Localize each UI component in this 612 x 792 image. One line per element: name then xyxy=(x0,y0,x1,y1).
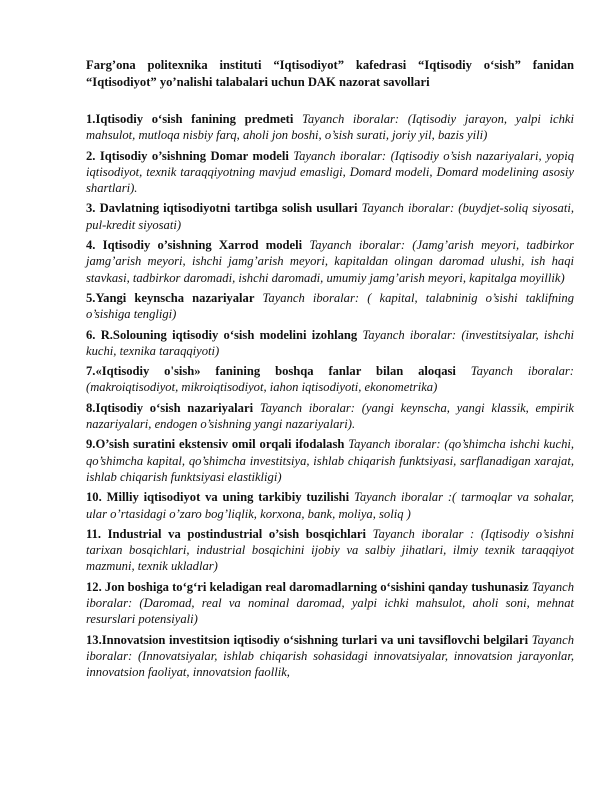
question-heading: 2. Iqtisodiy o’sishning Domar modeli xyxy=(86,148,289,163)
question-heading: 8.Iqtisodiy o‘sish nazariyalari xyxy=(86,400,254,415)
key-phrases-label: Tayanch iboralar: xyxy=(259,400,355,415)
key-terms: (investitsiyalar, ishchi kuchi, texnika taraqqiyoti) xyxy=(86,327,574,358)
key-terms: (Jamg’arish meyori, tadbirkor jamg’arish meyori, ishchi jamg’arish meyori, kapitaldan olingan daromad ulushi, ish haqi stavkasi, tadbirkor daromadi, ishchi daromadi, umumiy jamg’arish meyori, kapitalga moyillik) xyxy=(86,238,575,285)
question-item xyxy=(86,363,574,396)
question-heading: 3. Davlatning iqtisodiyotni tartibga solish usullari xyxy=(86,201,358,216)
key-phrases-label: Tayanch iboralar: xyxy=(86,632,574,663)
key-terms: (Innovatsiyalar, ishlab chiqarish sohasidagi innovatsiyalar, innovatsion jarayonlar, innovatsion faoliyat, innovatsion faollik, xyxy=(86,648,574,680)
key-terms: (buydjet-soliq siyosati, pul-kredit siyosati) xyxy=(86,201,574,232)
key-phrases-label: Tayanch iboralar: xyxy=(470,364,574,379)
key-terms: ( kapital, talabninig o’sishi taklifning o’sishiga tengligi) xyxy=(86,290,574,322)
question-item xyxy=(86,327,574,360)
key-phrases-label: Tayanch iboralar xyxy=(372,526,464,541)
question-heading: 5.Yangi keynscha nazariyalar xyxy=(86,290,255,305)
key-phrases-label: Tayanch iboralar: xyxy=(362,327,457,342)
key-terms: (Iqtisodiy o’sish nazariyalari, yopiq iqtisodiyot, texnik taraqqiyotning mavjud emasligi, Domard modeli, Domard modelining asosiy shartlari). xyxy=(86,148,575,196)
question-heading: 11. Industrial va postindustrial o’sish bosqichlari xyxy=(86,526,366,541)
question-heading: 9.O’sish suratini ekstensiv omil orqali ifodalash xyxy=(86,437,345,452)
question-item xyxy=(86,526,574,575)
question-item xyxy=(86,436,574,485)
document-title: Farg’ona politexnika instituti “Iqtisodiyot” kafedrasi “Iqtisodiy o‘sish” fanidan “Iqtisodiyot” yo’nalishi talabalari uchun DAK nazorat savollari xyxy=(86,58,574,89)
question-item xyxy=(86,400,574,433)
question-item xyxy=(86,489,574,522)
question-heading: 7.«Iqtisodiy o'sish» fanining boshqa fanlar bilan aloqasi xyxy=(86,364,456,379)
question-heading: 10. Milliy iqtisodiyot va uning tarkibiy tuzilishi xyxy=(86,490,350,505)
question-item xyxy=(86,632,574,681)
key-phrases-label: Tayanch iboralar: xyxy=(262,290,360,305)
key-phrases-label: Tayanch iboralar: xyxy=(348,437,441,452)
key-phrases-label: Tayanch iboralar: xyxy=(86,579,575,611)
key-terms: (yangi keynscha, yangi klassik, empirik nazariyalari, endogen o’sishning yangi nazariyalari). xyxy=(86,400,575,432)
key-phrases-label: Tayanch iboralar: xyxy=(302,112,400,126)
question-item xyxy=(86,237,574,286)
key-phrases-label: Tayanch iboralar xyxy=(353,490,444,505)
key-terms: (qo’shimcha ishchi kuchi, qo’shimcha kapital, qo’shimcha investitsiya, ishlab chiqarish funktsiyasi, sarflanadigan xarajat, ishlab chiqarish funktsiyasi elastikligi) xyxy=(86,437,575,484)
key-terms: (Daromad, real va nominal daromad, yalpi ichki mahsulot, aholi soni, mehnat resurslari potensiyali) xyxy=(86,596,575,627)
key-phrases-label: Tayanch iboralar: xyxy=(293,148,387,163)
question-item xyxy=(86,290,574,323)
question-heading: 6. R.Solouning iqtisodiy o‘sish modelini izohlang xyxy=(86,327,358,342)
question-item xyxy=(86,111,574,144)
key-phrases-label: Tayanch iboralar: xyxy=(361,201,455,216)
key-terms: (Iqtisodiy jarayon, yalpi ichki mahsulot, mutloqa nisbiy farq, aholi jon boshi, o’sish surati, joriy yil, bazis yili) xyxy=(86,112,574,143)
question-heading: 4. Iqtisodiy o’sishning Xarrod modeli xyxy=(86,238,303,253)
question-item xyxy=(86,579,574,628)
key-terms: :( tarmoqlar va sohalar, ular o’rtasidagi o’zaro bog’liqlik, korxona, bank, moliya, soliq ) xyxy=(86,490,574,521)
question-heading: 13.Innovatsion investitsion iqtisodiy o‘sishning turlari va uni tavsiflovchi belgilari xyxy=(86,632,529,647)
question-item xyxy=(86,148,574,197)
key-terms: (makroiqtisodiyot, mikroiqtisodiyot, iahon iqtisodiyoti, ekonometrika) xyxy=(86,380,438,395)
question-item xyxy=(86,200,574,233)
question-heading: 12. Jon boshiga to‘g‘ri keladigan real daromadlarning o‘sishini qanday tushunasiz xyxy=(86,579,529,594)
key-terms: : (Iqtisodiy o’sishni tarixan bosqichlari, industrial bosqichini ijobiy va salbiy jihatlari, ilmiy texnik taraqqiyot mazmuni, texnik ukladlar) xyxy=(86,526,574,574)
question-heading: 1.Iqtisodiy o‘sish fanining predmeti xyxy=(86,112,294,126)
key-phrases-label: Tayanch iboralar: xyxy=(309,238,406,253)
